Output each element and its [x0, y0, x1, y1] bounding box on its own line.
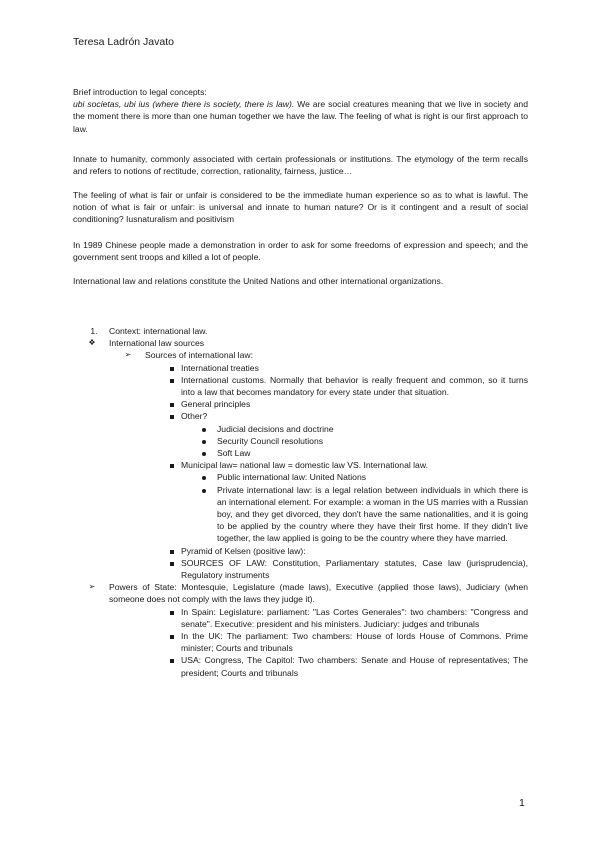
- list-item-text: Powers of State: Montesquie, Legislature (made laws), Executive (applied those laws), Judiciary (when someone does not comply with the laws they judge it).: [109, 582, 528, 605]
- square-bullet-icon: [165, 557, 179, 569]
- diamond-bullet-icon: ❖: [88, 338, 96, 348]
- list-item: [73, 654, 528, 678]
- dot-bullet-icon: [197, 423, 211, 435]
- dot-bullet-icon: [197, 435, 211, 447]
- list-item-text: General principles: [181, 399, 251, 410]
- list-item: [73, 459, 528, 471]
- list-item: [73, 484, 528, 545]
- list-item: [73, 447, 528, 459]
- list-item-text: International customs. Normally that behavior is really frequent and common, so it turns into a law that becomes mandatory for every state under that situation.: [181, 374, 528, 398]
- list-item: [73, 581, 528, 605]
- square-bullet-icon: [165, 374, 179, 386]
- square-bullet-icon: [165, 545, 179, 557]
- list-number: 1.: [90, 326, 98, 336]
- square-bullet-icon: [165, 459, 179, 471]
- list-item: [73, 398, 528, 410]
- list-item: [73, 410, 528, 422]
- list-item-text: Soft Law: [217, 448, 251, 459]
- list-item-text: Sources of international law:: [145, 350, 253, 361]
- paragraph-international-law: International law and relations constitute the United Nations and other international organizations.: [73, 276, 444, 286]
- list-item: [73, 349, 528, 361]
- intro-heading: Brief introduction to legal concepts:: [73, 87, 207, 97]
- list-item: [73, 337, 528, 349]
- list-item-text: Municipal law= national law = domestic law VS. International law.: [181, 460, 428, 471]
- list-item-text: Pyramid of Kelsen (positive law):: [181, 545, 306, 556]
- square-bullet-icon: [165, 606, 179, 618]
- dot-bullet-icon: [197, 484, 211, 496]
- paragraph-fairness: The feeling of what is fair or unfair is considered to be the immediate human experience so as to what is lawful. The notion of what is fair or unfair: is universal and innate to human nature? Or is it contingent and a result of social conditioning? Iusnaturalism and positivism: [73, 190, 528, 225]
- arrow-bullet-icon: ➢: [124, 350, 132, 360]
- paragraph-1989: In 1989 Chinese people made a demonstration in order to ask for some freedoms of expression and speech; and the government sent troops and killed a lot of people.: [73, 240, 528, 263]
- list-item: [73, 374, 528, 398]
- list-item-text: SOURCES OF LAW: Constitution, Parliamentary statutes, Case law (jurisprudencia), Regulatory instruments: [181, 557, 528, 581]
- list-item-text: In the UK: The parliament: Two chambers: House of lords House of Commons. Prime minister; Courts and tribunals: [181, 631, 528, 654]
- list-item-text: Private international law: is a legal relation between individuals in which there is an international element. For example: a woman in the US marries with a Russian boy, and they get divorced, they don't have the same nationalities, and it is going to be applied by the country where they have their first home. If they didn't live together, the law applied is going to be the country where they have married.: [217, 484, 528, 544]
- square-bullet-icon: [165, 410, 179, 422]
- list-item-text: Public international law: United Nations: [217, 472, 367, 483]
- intro-paragraph-text: We are social creatures meaning that we live in society and the moment there is more than one human together we have the law. The feeling of what is right is our first approach to law.: [73, 99, 528, 134]
- list-item: [73, 362, 528, 374]
- square-bullet-icon: [165, 630, 179, 642]
- list-item: [73, 630, 528, 654]
- list-item: [73, 557, 528, 581]
- list-item: [73, 423, 528, 435]
- list-item-text: Context: international law.: [109, 326, 208, 336]
- list-item: [73, 471, 528, 483]
- dot-bullet-icon: [197, 471, 211, 483]
- square-bullet-icon: [165, 398, 179, 410]
- list-item: [73, 545, 528, 557]
- list-item-text: International treaties: [181, 362, 259, 373]
- dot-bullet-icon: [197, 447, 211, 459]
- page-number: 1: [519, 797, 525, 809]
- list-item-text: In Spain: Legislature: parliament: "Las Cortes Generales": two chambers: "Congress and senate". Executive: president and his ministers. Judiciary: judges and tribunals: [181, 606, 528, 629]
- list-item-text: Other?: [181, 411, 208, 422]
- outline-list: [73, 325, 528, 679]
- list-item: [73, 435, 528, 447]
- list-item-text: International law sources: [109, 338, 205, 349]
- author-name: Teresa Ladrón Javato: [73, 36, 174, 48]
- list-item-text: USA: Congress, The Capitol: Two chambers: Senate and House of representatives; The president; Courts and tribunals: [181, 655, 528, 678]
- list-item-text: Security Council resolutions: [217, 435, 324, 446]
- square-bullet-icon: [165, 362, 179, 374]
- paragraph-etymology: Innate to humanity, commonly associated with certain professionals or institutions. The etymology of the term recalls and refers to notions of rectitude, correction, rationality, fairness, justice…: [73, 154, 528, 177]
- list-item: [73, 325, 528, 337]
- intro-italic-phrase: ubi societas, ubi ius (where there is society, there is law).: [73, 99, 295, 110]
- arrow-bullet-icon: ➢: [88, 582, 96, 592]
- list-item: [73, 606, 528, 630]
- square-bullet-icon: [165, 654, 179, 666]
- intro-paragraph: [73, 86, 528, 135]
- list-item-text: Judicial decisions and doctrine: [217, 423, 334, 434]
